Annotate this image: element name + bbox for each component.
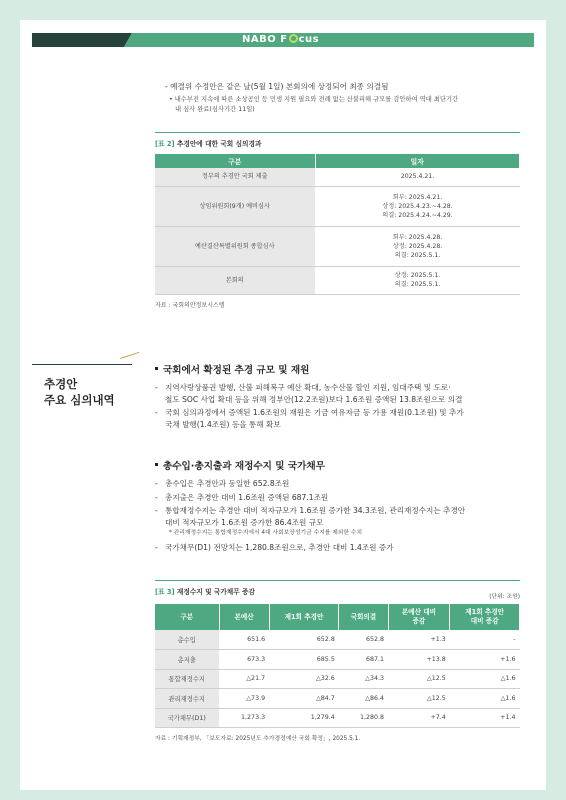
- table-cell: △86.4: [339, 689, 388, 709]
- table-cell: △1.6: [450, 689, 520, 709]
- intro-line-2b: 내 심사 완료(심사기간 11일): [175, 105, 255, 113]
- page-header: [20, 33, 546, 47]
- table-row: [155, 650, 520, 670]
- table-cell: 상임위원회(9개) 예비심사: [155, 186, 315, 226]
- section2-note: * 관리재정수지는 통합재정수지에서 4대 사회보장성기금 수지를 제외한 수치: [169, 530, 363, 536]
- table3-source: 자료 : 기획재정부, 「보도자료: 2025년도 추가경정예산 국회 확정」, 2025.5.1.: [155, 736, 361, 742]
- table3-header: 본예산 대비 증감: [388, 604, 450, 630]
- section2-bullet-1: - 총수입은 추경안과 동일한 652.8조원: [155, 479, 290, 488]
- table-cell: △1.6: [450, 669, 520, 689]
- table3-header: 구분: [155, 604, 219, 630]
- section1-bullet-2: - 국회 심의과정에서 증액된 1.6조원의 재원은 기금 여유자금 등 가용 재원(0.1조원) 및 추가 국채 발행(1.4조원) 등을 통해 확보: [155, 408, 464, 429]
- table-cell: △32.6: [269, 669, 339, 689]
- table-cell: △21.7: [219, 669, 269, 689]
- table-cell: +1.4: [450, 708, 520, 728]
- table-cell: △73.9: [219, 689, 269, 709]
- table-cell: 2025.4.21.: [315, 168, 520, 186]
- table-cell: 통합재정수지: [155, 669, 219, 689]
- table-cell: 예산결산특별위원회 종합심사: [155, 226, 315, 266]
- table-cell: △84.7: [269, 689, 339, 709]
- table-cell: 회부: 2025.4.21. 상정: 2025.4.23.~4.28. 의결: 2025.4.24.~4.29.: [315, 186, 520, 226]
- intro-line-2a: • 내수부진 지속에 따른 소상공인 등 민생 지원 필요와 전례 없는 산불피해 규모를 감안하여 역대 최단기간: [169, 95, 459, 103]
- table2: [155, 154, 520, 295]
- table-cell: 652.8: [269, 630, 339, 650]
- table-cell: 총지출: [155, 650, 219, 670]
- intro-block: [155, 81, 520, 115]
- header-bar-green: [124, 33, 534, 47]
- table2-block: [155, 132, 520, 311]
- table-cell: +1.6: [450, 650, 520, 670]
- table2-header-date: 일자: [315, 154, 520, 168]
- section1-heading: 국회에서 확정된 추경 규모 및 재원: [155, 362, 520, 376]
- table-cell: 국가채무(D1): [155, 708, 219, 728]
- table-cell: 회부: 2025.4.28. 상정: 2025.4.28. 의결: 2025.5.1.: [315, 226, 520, 266]
- table-cell: +7.4: [388, 708, 450, 728]
- table3-caption: [표 3] 재정수지 및 국가채무 증감: [155, 588, 255, 596]
- logo-o-circle-icon: [289, 34, 298, 43]
- table-row: [155, 708, 520, 728]
- table3-header: 제1회 추경안 대비 증감: [450, 604, 520, 630]
- intro-line-1: - 예결위 수정안은 같은 날(5월 1일) 본회의에 상정되어 최종 의결됨: [165, 82, 389, 91]
- bullet-square-icon: [155, 367, 158, 370]
- table-cell: 정부의 추경안 국회 제출: [155, 168, 315, 186]
- section2-bullet-4: - 국가채무(D1) 전망치는 1,280.8조원으로, 추경안 대비 1.4조원 증가: [155, 543, 394, 552]
- table3-block: [155, 580, 520, 744]
- table-row: [155, 669, 520, 689]
- table-cell: △12.5: [388, 689, 450, 709]
- table-row: [155, 168, 520, 186]
- table-cell: 1,273.3: [219, 708, 269, 728]
- table-row: [155, 689, 520, 709]
- table-cell: 1,279.4: [269, 708, 339, 728]
- table-cell: 687.1: [339, 650, 388, 670]
- side-section-title: 추경안 주요 심의내역: [44, 377, 115, 407]
- table3-header: 제1회 추경안: [269, 604, 339, 630]
- section1: [155, 362, 520, 430]
- bullet-square-icon: [155, 463, 158, 466]
- table-cell: 1,280.8: [339, 708, 388, 728]
- table-cell: 652.8: [339, 630, 388, 650]
- table3-unit: (단위: 조원): [489, 594, 520, 600]
- table2-caption: [표 2] 추경안에 대한 국회 심의경과: [155, 140, 262, 148]
- table-cell: +13.8: [388, 650, 450, 670]
- table-cell: 673.3: [219, 650, 269, 670]
- table-cell: 본회의: [155, 266, 315, 294]
- table3: [155, 604, 520, 728]
- section-divider-line: [32, 364, 132, 365]
- table-cell: △12.5: [388, 669, 450, 689]
- table-row: [155, 186, 520, 226]
- document-page: [20, 20, 546, 790]
- section2-bullet-3: - 통합재정수지는 추경안 대비 적자규모가 1.6조원 증가한 34.3조원, 관리재정수지는 추경안 대비 적자규모가 1.6조원 증가한 86.4조원 규모: [155, 506, 466, 527]
- table-row: [155, 630, 520, 650]
- table2-source: 자료 : 국회의안정보시스템: [155, 301, 225, 309]
- table-cell: +1.3: [388, 630, 450, 650]
- section1-bullet-1: - 지역사랑상품권 발행, 산불 피해복구 예산 확대, 농수산물 할인 지원, 임대주택 및 도로· 철도 SOC 사업 확대 등을 위해 정부안(12.2조원)보다 1.6조원 증액된 13.8조원으로 의결: [155, 383, 463, 404]
- section2: [155, 458, 520, 554]
- table3-header: 본예산: [219, 604, 269, 630]
- table-cell: 관리재정수지: [155, 689, 219, 709]
- table-row: [155, 226, 520, 266]
- table-cell: 상정: 2025.5.1. 의결: 2025.5.1.: [315, 266, 520, 294]
- header-bar-dark: [32, 33, 132, 47]
- section2-bullet-2: - 총지출은 추경안 대비 1.6조원 증액된 687.1조원: [155, 492, 329, 502]
- table-cell: -: [450, 630, 520, 650]
- table-row: [155, 266, 520, 294]
- nabo-focus-logo: NABO F cus: [242, 34, 320, 45]
- table-cell: 685.5: [269, 650, 339, 670]
- section2-heading: 총수입·총지출과 재정수지 및 국가채무: [155, 458, 520, 472]
- table-cell: 651.6: [219, 630, 269, 650]
- table-cell: △34.3: [339, 669, 388, 689]
- table3-header: 국회의결: [339, 604, 388, 630]
- table2-header-category: 구분: [155, 154, 315, 168]
- table-cell: 총수입: [155, 630, 219, 650]
